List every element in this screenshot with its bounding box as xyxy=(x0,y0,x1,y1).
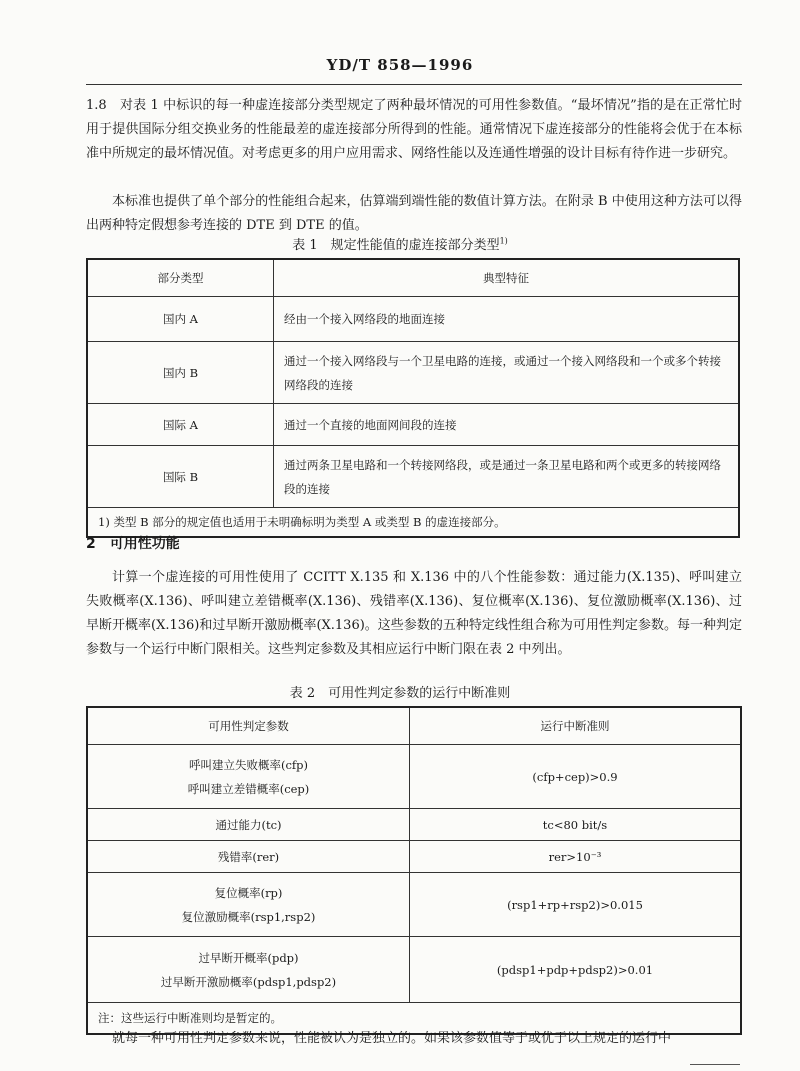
table1-cell-desc: 通过两条卫星电路和一个转接网络段，或是通过一条卫星电路和两个或更多的转接网络段的连接 xyxy=(274,446,740,508)
table1-header-desc: 典型特征 xyxy=(274,259,740,297)
table-row xyxy=(87,297,739,342)
table2-param-text: 呼叫建立差错概率(cep) xyxy=(187,781,310,796)
table1 xyxy=(86,258,740,538)
table2-cell-criterion: (cfp+cep)>0.9 xyxy=(410,745,742,809)
table-row xyxy=(87,873,741,937)
table1-cell-type: 国内 B xyxy=(87,342,274,404)
table2-cell-params: 残错率(rer) xyxy=(87,841,410,873)
table2-cell-criterion: rer>10⁻³ xyxy=(410,841,742,873)
table1-header-row xyxy=(87,259,739,297)
table2-param-text: 复位概率(rp) xyxy=(214,885,283,900)
table2-header-criterion: 运行中断准则 xyxy=(410,707,742,745)
table1-cell-desc: 通过一个接入网络段与一个卫星电路的连接，或通过一个接入网络段和一个或多个转接网络段的连接 xyxy=(274,342,740,404)
table-row xyxy=(87,809,741,841)
paragraph-availability: 计算一个虚连接的可用性使用了 CCITT X.135 和 X.136 中的八个性能参数：通过能力(X.135)、呼叫建立失败概率(X.136)、呼叫建立差错概率(X.136)、残错率(X.136)、复位概率(X.136)、复位激励概率(X.136)、过早断开概率(X.136)和过早断开激励概率(X.136)。这些参数的五种特定线性组合称为可用性判定参数。每一种判定参数与一个运行中断门限相关。这些判定参数及其相应运行中断门限在表 2 中列出。 xyxy=(86,570,742,657)
table2-cell-criterion: tc<80 bit/s xyxy=(410,809,742,841)
table2-cell-params xyxy=(87,745,410,809)
header-divider xyxy=(86,84,742,85)
table1-cell-type: 国际 A xyxy=(87,404,274,446)
table1-cell-type: 国内 A xyxy=(87,297,274,342)
table-row xyxy=(87,841,741,873)
table2-cell-params xyxy=(87,937,410,1003)
table-row xyxy=(87,342,739,404)
table2-param-text: 过早断开概率(pdp) xyxy=(198,950,299,965)
table2-cell-params xyxy=(87,873,410,937)
table2 xyxy=(86,706,742,1035)
table2-cell-criterion: (pdsp1+pdp+pdsp2)>0.01 xyxy=(410,937,742,1003)
table2-param-text: 呼叫建立失败概率(cfp) xyxy=(188,757,309,772)
table2-footnote: 注：这些运行中断准则均是暂定的。 xyxy=(87,1003,741,1035)
table2-param-text: 复位激励概率(rsp1,rsp2) xyxy=(181,909,316,924)
table2-header-row xyxy=(87,707,741,745)
table1-note-row xyxy=(87,508,739,538)
page-number-rule xyxy=(690,1064,740,1065)
table-row xyxy=(87,404,739,446)
table1-cell-desc: 经由一个接入网络段的地面连接 xyxy=(274,297,740,342)
paragraph-closing: 就每一种可用性判定参数来说，性能被认为是独立的。如果该参数值等于或优于以上规定的运行中 xyxy=(112,1031,672,1046)
table2-param-text: 过早断开激励概率(pdsp1,pdsp2) xyxy=(160,974,337,989)
table1-caption xyxy=(0,234,800,253)
table2-cell-criterion: (rsp1+rp+rsp2)>0.015 xyxy=(410,873,742,937)
table1-cell-desc: 通过一个直接的地面网间段的连接 xyxy=(274,404,740,446)
table1-cell-type: 国际 B xyxy=(87,446,274,508)
table1-caption-text: 表 1 规定性能值的虚连接部分类型 xyxy=(292,238,500,253)
table-row xyxy=(87,446,739,508)
section-2-title: 2 可用性功能 xyxy=(86,536,180,552)
table2-cell-params: 通过能力(tc) xyxy=(87,809,410,841)
paragraph-method: 本标准也提供了单个部分的性能组合起来，估算端到端性能的数值计算方法。在附录 B 中使用这种方法可以得出两种特定假想参考连接的 DTE 到 DTE 的值。 xyxy=(86,194,742,233)
table2-caption: 表 2 可用性判定参数的运行中断准则 xyxy=(289,686,511,701)
table1-header-type: 部分类型 xyxy=(87,259,274,297)
table1-caption-footnote-mark: 1) xyxy=(499,236,508,246)
table-row xyxy=(87,745,741,809)
paragraph-1-8: 1.8 对表 1 中标识的每一种虚连接部分类型规定了两种最坏情况的可用性参数值。“最坏情况”指的是在正常忙时用于提供国际分组交换业务的性能最差的虚连接部分所得到的性能。通常情况下虚连接部分的性能将会优于在本标准中所规定的最坏情况值。对考虑更多的用户应用需求、网络性能以及连通性增强的设计目标有待作进一步研究。 xyxy=(86,98,742,161)
table2-header-params: 可用性判定参数 xyxy=(87,707,410,745)
table-row xyxy=(87,937,741,1003)
document-header: YD/T 858—1996 xyxy=(326,56,474,74)
table1-footnote: 1) 类型 B 部分的规定值也适用于未明确标明为类型 A 或类型 B 的虚连接部分。 xyxy=(87,508,739,538)
